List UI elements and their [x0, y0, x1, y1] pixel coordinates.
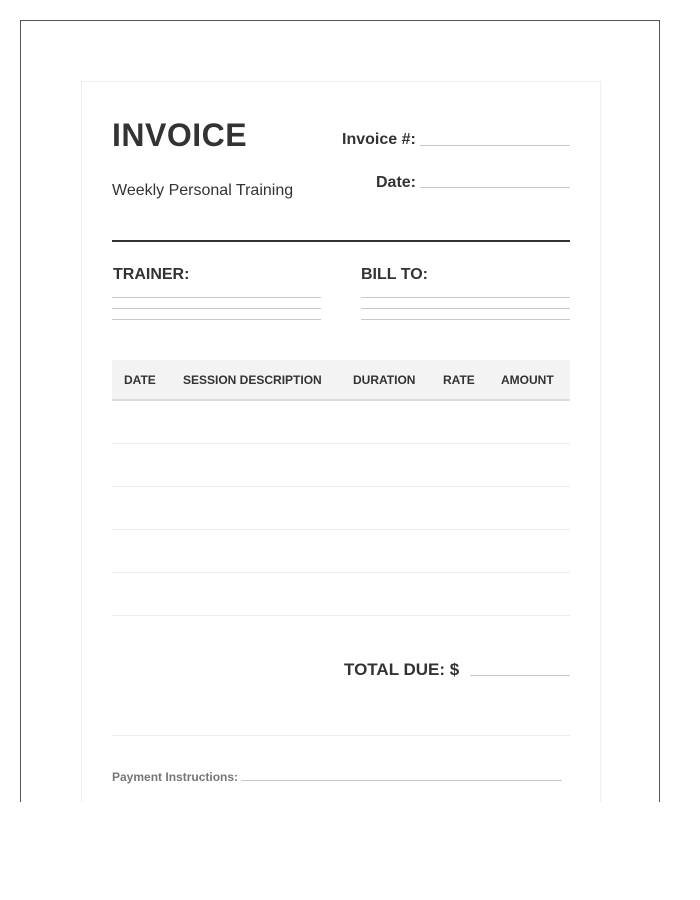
table-header: [112, 360, 570, 401]
total-due-field[interactable]: [470, 675, 570, 676]
column-header-rate: RATE: [443, 373, 475, 387]
trainer-line-2[interactable]: [112, 308, 321, 309]
header-divider: [112, 240, 570, 242]
bill-to-line-3[interactable]: [361, 319, 570, 320]
payment-instructions-label: Payment Instructions:: [112, 770, 239, 784]
date-field[interactable]: [420, 187, 570, 188]
invoice-number-label: Invoice #:: [342, 131, 416, 148]
table-row[interactable]: [112, 487, 570, 530]
payment-instructions-field[interactable]: [241, 780, 562, 781]
invoice-number-field[interactable]: [420, 145, 570, 146]
invoice-title: INVOICE: [112, 117, 248, 153]
bill-to-line-2[interactable]: [361, 308, 570, 309]
column-header-date: DATE: [124, 373, 156, 387]
trainer-line-1[interactable]: [112, 297, 321, 298]
footer-divider: [112, 735, 570, 736]
trainer-label: TRAINER:: [113, 266, 190, 283]
invoice-subtitle: Weekly Personal Training: [112, 182, 294, 199]
column-header-session-description: SESSION DESCRIPTION: [183, 373, 322, 387]
bill-to-label: BILL TO:: [361, 266, 428, 283]
column-header-amount: AMOUNT: [501, 373, 554, 387]
bill-to-line-1[interactable]: [361, 297, 570, 298]
total-due-label: TOTAL DUE: $: [344, 660, 460, 679]
table-row[interactable]: [112, 401, 570, 444]
trainer-line-3[interactable]: [112, 319, 321, 320]
table-row[interactable]: [112, 530, 570, 573]
table-row[interactable]: [112, 444, 570, 487]
table-row[interactable]: [112, 573, 570, 616]
date-label: Date:: [376, 174, 417, 191]
column-header-duration: DURATION: [353, 373, 416, 387]
